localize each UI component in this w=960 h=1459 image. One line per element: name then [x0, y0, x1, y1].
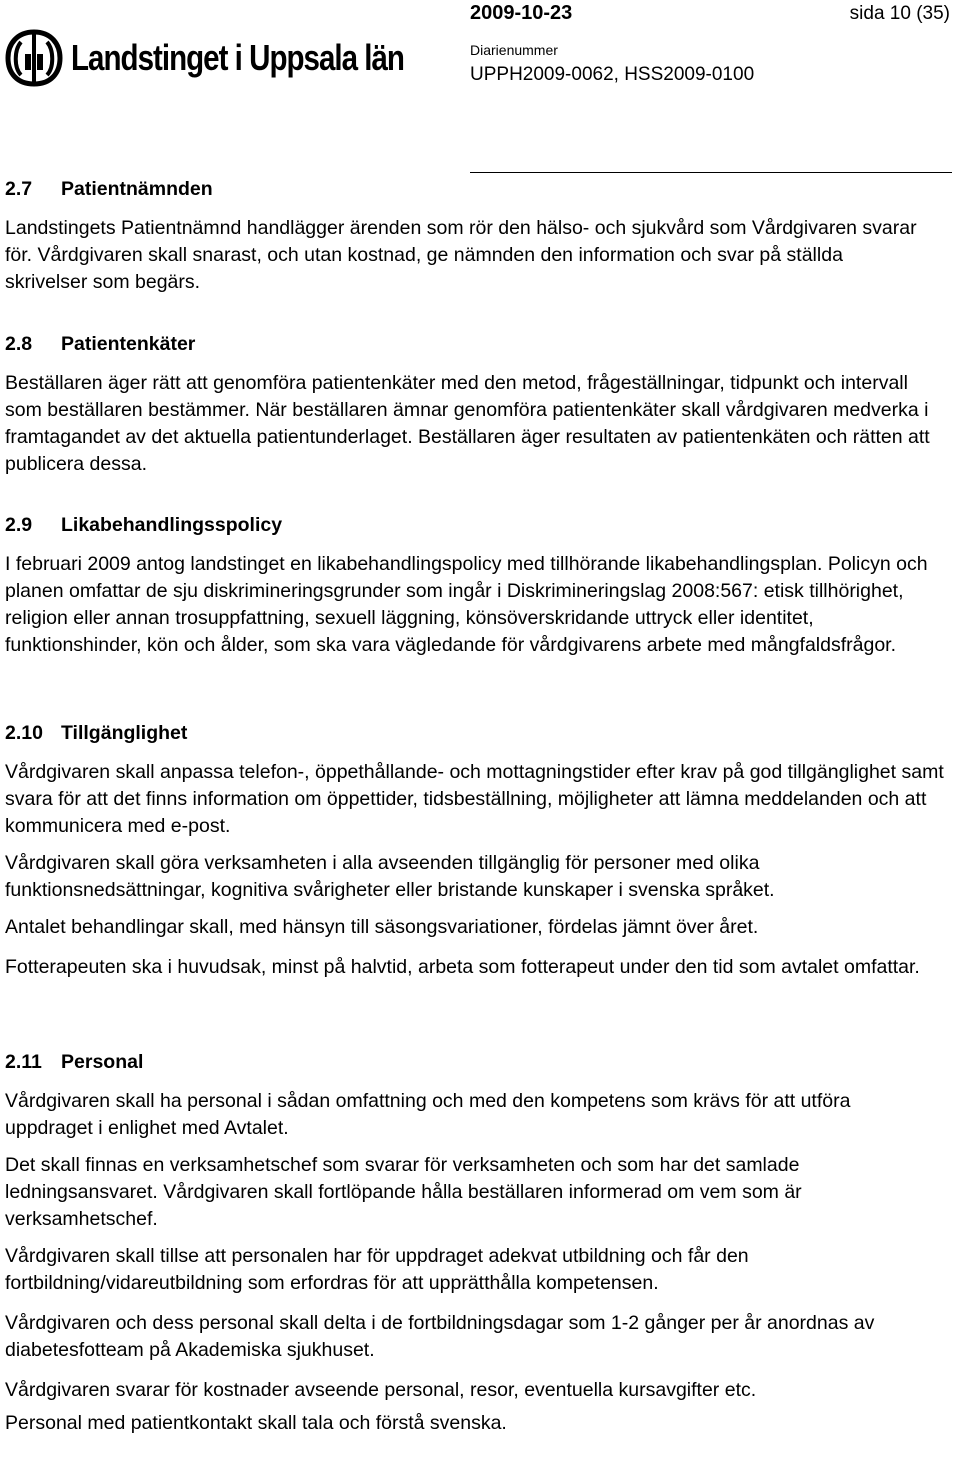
section-title: Personal	[61, 1051, 144, 1073]
section-number: 2.8	[5, 333, 33, 355]
header-divider	[470, 172, 952, 173]
section-2-11	[5, 1049, 947, 1437]
section-2-9	[5, 512, 943, 659]
section-heading	[5, 720, 947, 747]
section-number: 2.9	[5, 514, 33, 536]
section-2-7	[5, 176, 930, 296]
section-heading	[5, 176, 930, 203]
section-number: 2.11	[5, 1051, 42, 1073]
document-date: 2009-10-23	[470, 2, 573, 24]
section-paragraph: Vårdgivaren skall anpassa telefon-, öppethållande- och mottagningstider efter krav på god tillgänglighet samt svara för att det finns information om öppettider, tidsbeställning, möjligheter att lämna meddelanden och att kommunicera med e-post.	[5, 761, 944, 837]
section-paragraph: Personal med patientkontakt skall tala och förstå svenska.	[5, 1412, 507, 1434]
section-paragraph: Vårdgivaren skall ha personal i sådan omfattning och med den kompetens som krävs för att utföra uppdraget i enlighet med Avtalet.	[5, 1090, 851, 1139]
section-paragraph: Det skall finnas en verksamhetschef som svarar för verksamheten och som har det samlade ledningsansvaret. Vårdgivaren skall fortlöpande hålla beställaren informerad om vem som är verksamhetschef.	[5, 1154, 802, 1230]
section-heading	[5, 512, 943, 539]
section-paragraph: Vårdgivaren skall göra verksamheten i alla avseenden tillgänglig för personer med olika funktionsnedsättningar, kognitiva svårigheter eller bristande kunskaper i svenska språket.	[5, 852, 775, 901]
section-paragraph: Vårdgivaren och dess personal skall delta i de fortbildningsdagar som 1-2 gånger per år anordnas av diabetesfotteam på Akademiska sjukhuset.	[5, 1312, 875, 1361]
section-title: Likabehandlingsspolicy	[61, 514, 283, 536]
organization-name: Landstinget i Uppsala län	[71, 37, 404, 78]
section-number: 2.10	[5, 722, 43, 744]
page-header	[0, 0, 960, 175]
section-number: 2.7	[5, 178, 33, 200]
section-heading	[5, 1049, 947, 1076]
section-2-10	[5, 720, 947, 981]
section-heading	[5, 331, 947, 358]
section-paragraph: Antalet behandlingar skall, med hänsyn till säsongsvariationer, fördelas jämnt över året.	[5, 916, 759, 938]
section-paragraph: Vårdgivaren svarar för kostnader avseende personal, resor, eventuella kursavgifter etc.	[5, 1379, 757, 1401]
page-number: sida 10 (35)	[849, 3, 950, 24]
section-title: Patientnämnden	[61, 178, 213, 200]
diarienummer-value: UPPH2009-0062, HSS2009-0100	[470, 64, 755, 85]
section-paragraph: Fotterapeuten ska i huvudsak, minst på halvtid, arbeta som fotterapeut under den tid som avtalet omfattar.	[5, 956, 920, 978]
organization-logo	[5, 28, 477, 88]
section-paragraph: Beställaren äger rätt att genomföra patientenkäter med den metod, frågeställningar, tidpunkt och intervall som beställaren bestämmer. När beställaren ämnar genomföra patientenkäter skall vårdgivaren medverka i framtagandet av det aktuella patientunderlaget. Beställaren äger resultaten av patientenkäten och rätten att publicera dessa.	[5, 372, 930, 475]
landsting-logo-icon	[5, 28, 63, 88]
section-paragraph: I februari 2009 antog landstinget en likabehandlingspolicy med tillhörande likabehandlingsplan. Policyn och planen omfattar de sju diskrimineringsgrunder som ingår i Diskrimineringslag 2008:567: etisk tillhörighet, religion eller annan trosuppfattning, sexuell läggning, könsöverskridande uttryck eller identitet, funktionshinder, kön och ålder, som ska vara vägledande för vårdgivarens arbete med mångfaldsfrågor.	[5, 553, 928, 656]
section-paragraph: Landstingets Patientnämnd handlägger ärenden som rör den hälso- och sjukvård som Vårdgivaren svarar för. Vårdgivaren skall snarast, och utan kostnad, ge nämnden den information och svar på ställda skrivelser som begärs.	[5, 217, 917, 293]
section-2-8	[5, 331, 947, 478]
section-title: Tillgänglighet	[61, 722, 188, 744]
section-title: Patientenkäter	[61, 333, 196, 355]
diarienummer-label: Diarienummer	[470, 42, 558, 58]
section-paragraph: Vårdgivaren skall tillse att personalen har för uppdraget adekvat utbildning och får den fortbildning/vidareutbildning som erfordras för att upprätthålla kompetensen.	[5, 1245, 749, 1294]
